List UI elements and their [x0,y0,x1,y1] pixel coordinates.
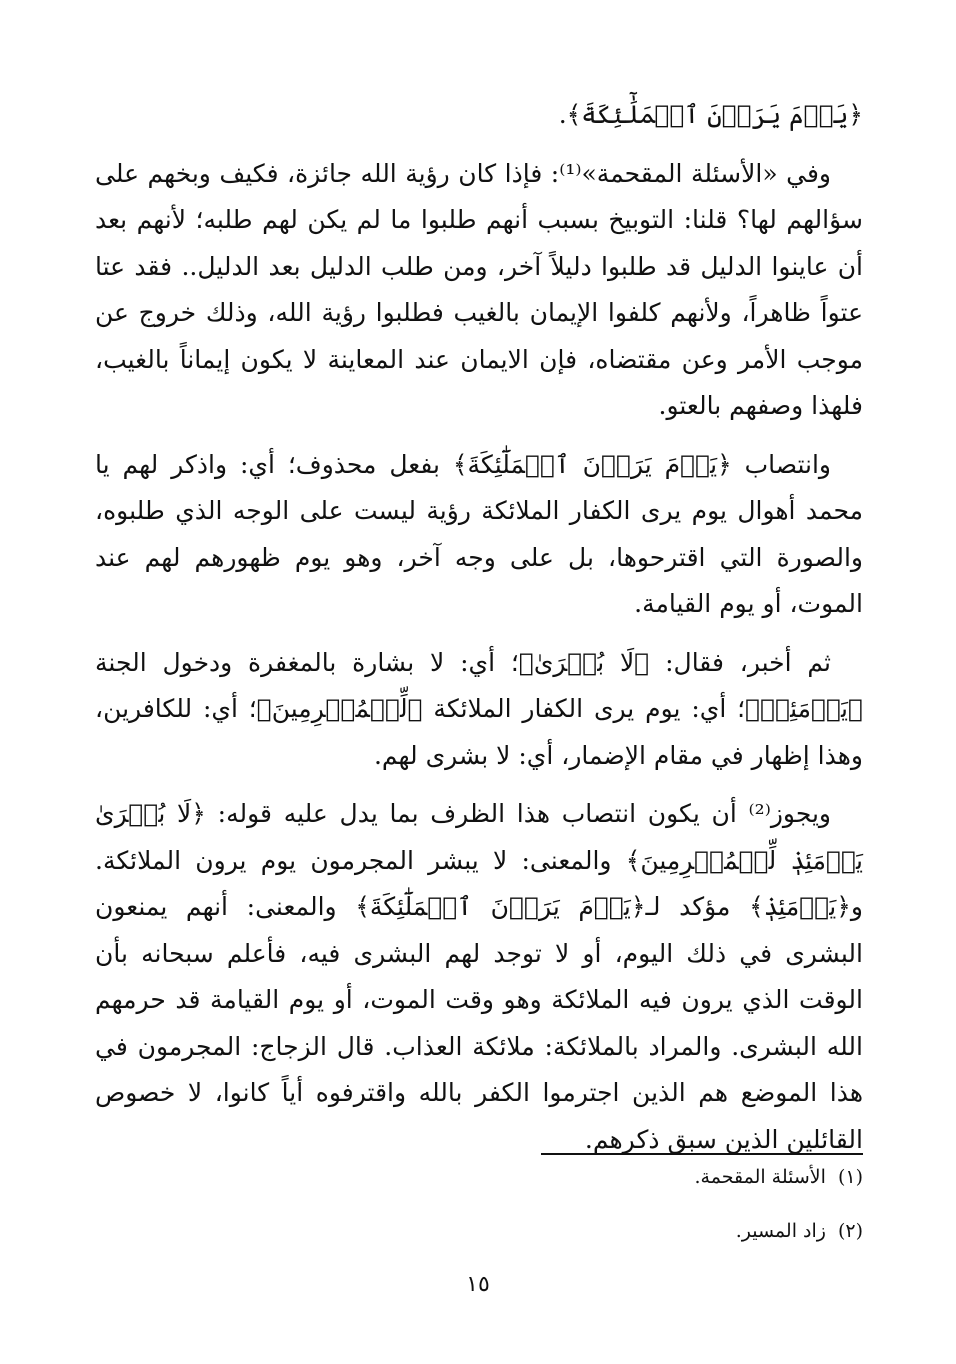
footnotes [541,1165,863,1273]
footnote-text: زاد المسير. [735,1220,826,1242]
paragraph-intisab: وانتصاب ﴿يَوۡمَ يَرَوۡنَ ٱلۡمَلَٰٓئِكَةَ﴾ بفعل محذوف؛ أي: واذكر لهم يا محمد أهوال يوم يرى الكفار الملائكة رؤية ليست على الوجه الذي طلبوه، والصورة التي اقترحوها، بل على وجه آخر، وهو يوم ظهورهم لهم عند الموت، أو يوم القيامة. [95,449,863,618]
footnote-number: (٢) [837,1220,863,1242]
footnote-number: (١) [837,1166,863,1188]
paragraph-yajuz: ويجوز⁽²⁾ أن يكون انتصاب هذا الظرف بما يدل عليه قوله: ﴿لَا بُشۡرَىٰ يَوۡمَئِذٖ لِّلۡمُجۡرِمِينَ﴾ والمعنى: لا يبشر المجرمون يوم يرون الملائكة. و﴿يَوۡمَئِذٖ﴾ مؤكد لـ﴿يَوۡمَ يَرَوۡنَ ٱلۡمَلَٰٓئِكَةَ﴾ والمعنى: أنهم يمنعون البشرى في ذلك اليوم، أو لا توجد لهم البشرى فيه، فأعلم سبحانه بأن الوقت الذي يرون فيه الملائكة وهو وقت الموت، أو يوم القيامة قد حرمهم الله البشرى. والمراد بالملائكة: ملائكة العذاب. قال الزجاج: المجرمون في هذا الموضع هم الذين اجترموا الكفر بالله واقترفوه أياً كانوا، لا خصوص القائلين الذين سبق ذكرهم. [95,799,863,1154]
footnote-divider [541,1153,863,1155]
paragraph-la-bushra: ثم أخبر، فقال: ﴿لَا بُشۡرَىٰ﴾؛ أي: لا بشارة بالمغفرة ودخول الجنة ﴿يَوۡمَئِذٖ﴾؛ أي: يوم يرى الكفار الملائكة ﴿لِّلۡمُجۡرِمِينَ﴾؛ أي: للكافرين، وهذا إظهار في مقام الإضمار، أي: لا بشرى لهم. [95,647,863,770]
paragraph-quran-verse: ﴿يَوۡمَ يَرَوۡنَ ٱلۡمَلَٰٓئِكَةَ﴾. [558,100,863,129]
footnote-text: الأسئلة المقحمة. [694,1166,826,1188]
footnote-1 [541,1165,863,1189]
page-number: ١٥ [466,1272,490,1297]
paragraph-asila-muqhama: وفي «الأسئلة المقحمة»⁽¹⁾: فإذا كان رؤية الله جائزة، فكيف وبخهم على سؤالهم لها؟ قلنا: التوبيخ بسبب أنهم طلبوا ما لم يكن لهم طلبه؛ لأنهم بعد أن عاينوا الدليل قد طلبوا دليلاً آخر، ومن طلب الدليل بعد الدليل.. فقد عتا عتواً ظاهراً، ولأنهم كلفوا الإيمان بالغيب فطلبوا رؤية الله، وذلك خروج عن موجب الأمر وعن مقتضاه، فإن الايمان عند المعاينة لا يكون إيماناً بالغيب، فلهذا وصفهم بالعتو. [95,158,863,420]
page-body [95,92,863,1175]
footnote-2 [541,1219,863,1243]
